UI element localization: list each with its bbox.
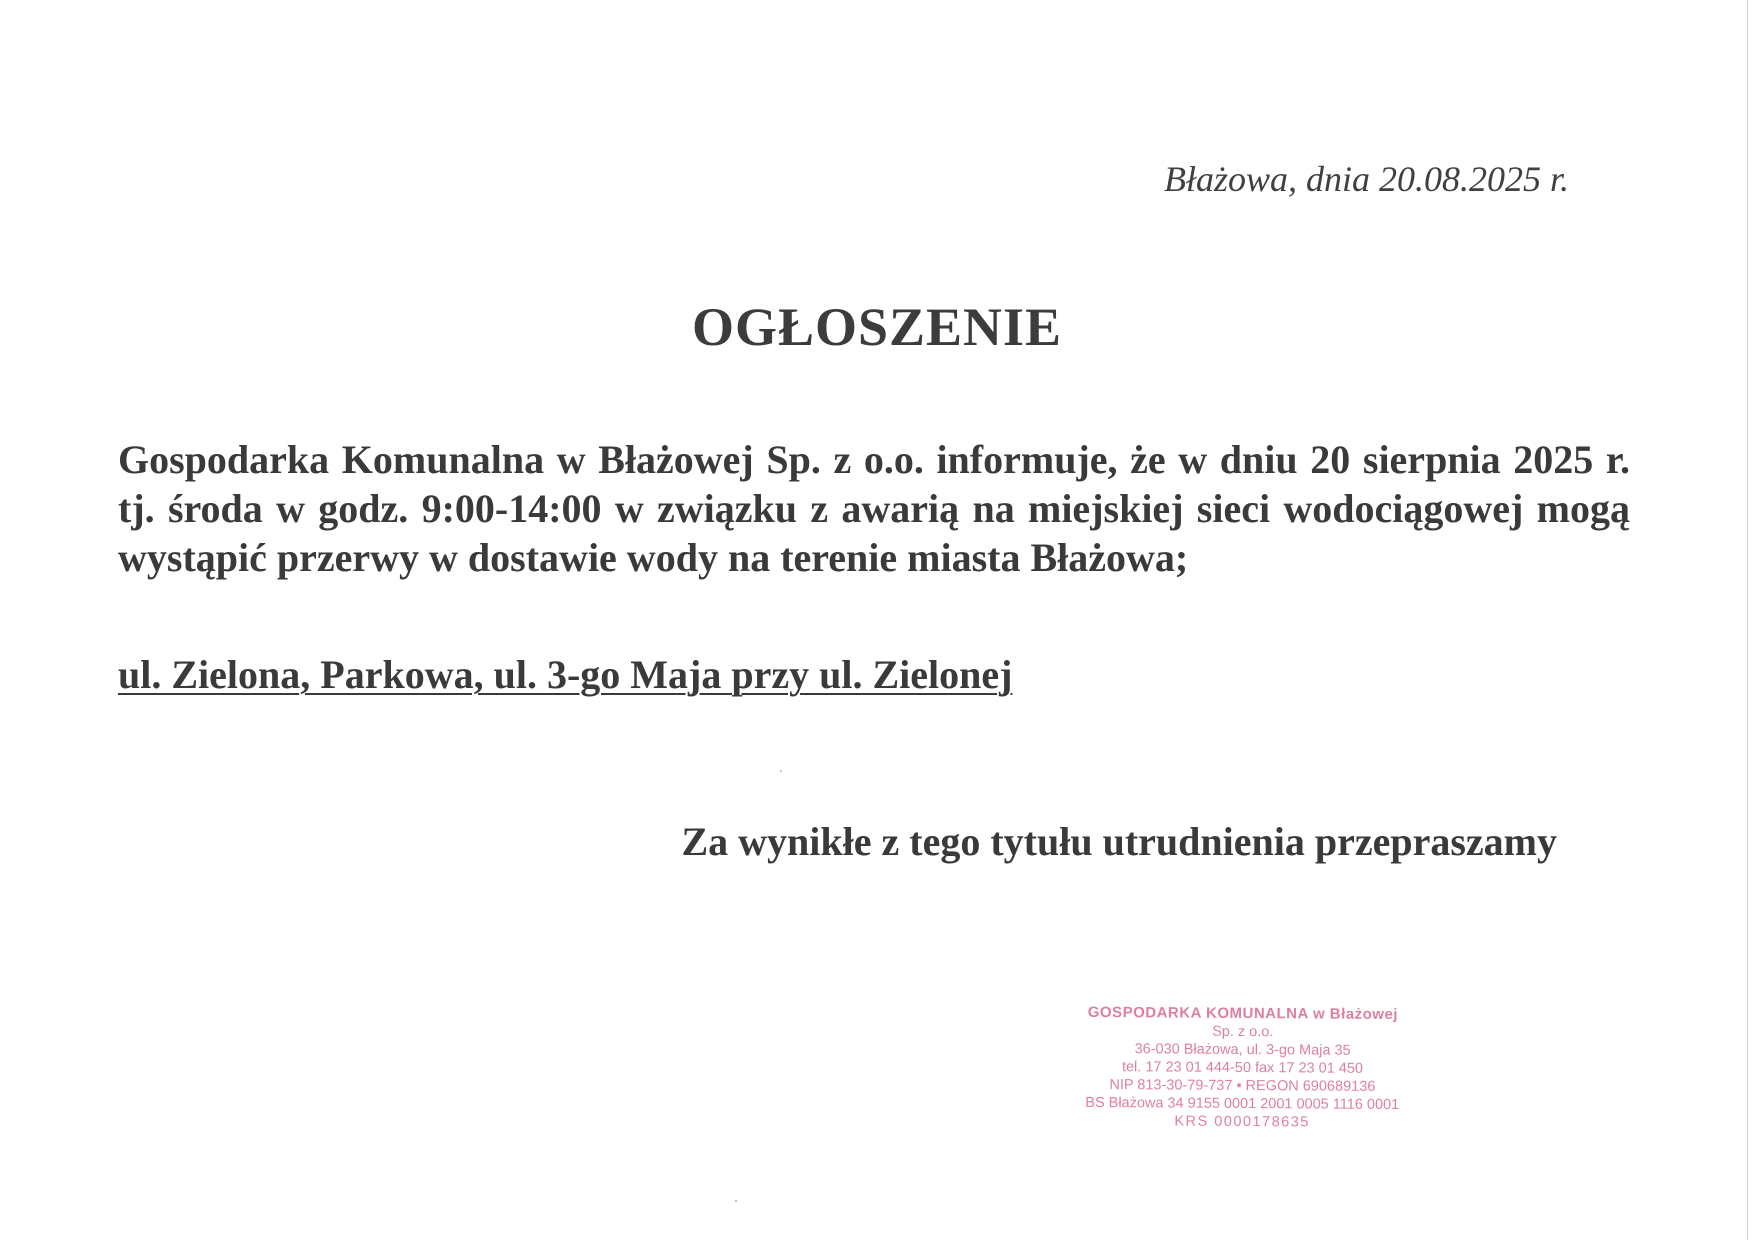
affected-streets: ul. Zielona, Parkowa, ul. 3-go Maja przy ul. Zielonej bbox=[118, 652, 1013, 697]
stamp-bank-account: BS Błażowa 34 9155 0001 2001 0005 1116 0001 bbox=[1085, 1094, 1400, 1114]
stamp-krs: KRS 0000178635 bbox=[1174, 1113, 1310, 1131]
scan-speck bbox=[780, 770, 782, 772]
stamp-phone-fax: tel. 17 23 01 444-50 fax 17 23 01 450 bbox=[1121, 1059, 1364, 1077]
stamp-nip-regon: NIP 813-30-79-737 • REGON 690689136 bbox=[1109, 1077, 1376, 1095]
date-line: Błażowa, dnia 20.08.2025 r. bbox=[1163, 159, 1569, 199]
company-stamp bbox=[1070, 1004, 1416, 1132]
scan-edge bbox=[1747, 0, 1748, 1240]
announcement-body: Gospodarka Komunalna w Błażowej Sp. z o.o. informuje, że w dniu 20 sierpnia 2025 r. tj. środa w godz. 9:00-14:00 w związku z awarią na miejskiej sieci wodociągowej mogą wystąpić przerwy w dostawie wody na terenie miasta Błażowa; bbox=[118, 437, 1630, 580]
stamp-address: 36-030 Błażowa, ul. 3-go Maja 35 bbox=[1134, 1041, 1351, 1059]
stamp-company-form: Sp. z o.o. bbox=[1212, 1023, 1274, 1041]
document-title: OGŁOSZENIE bbox=[691, 297, 1063, 357]
scan-speck bbox=[735, 1200, 737, 1202]
stamp-company-name: GOSPODARKA KOMUNALNA w Błażowej bbox=[1087, 1003, 1399, 1024]
apology-line: Za wynikłe z tego tytułu utrudnienia przepraszamy bbox=[681, 819, 1557, 864]
